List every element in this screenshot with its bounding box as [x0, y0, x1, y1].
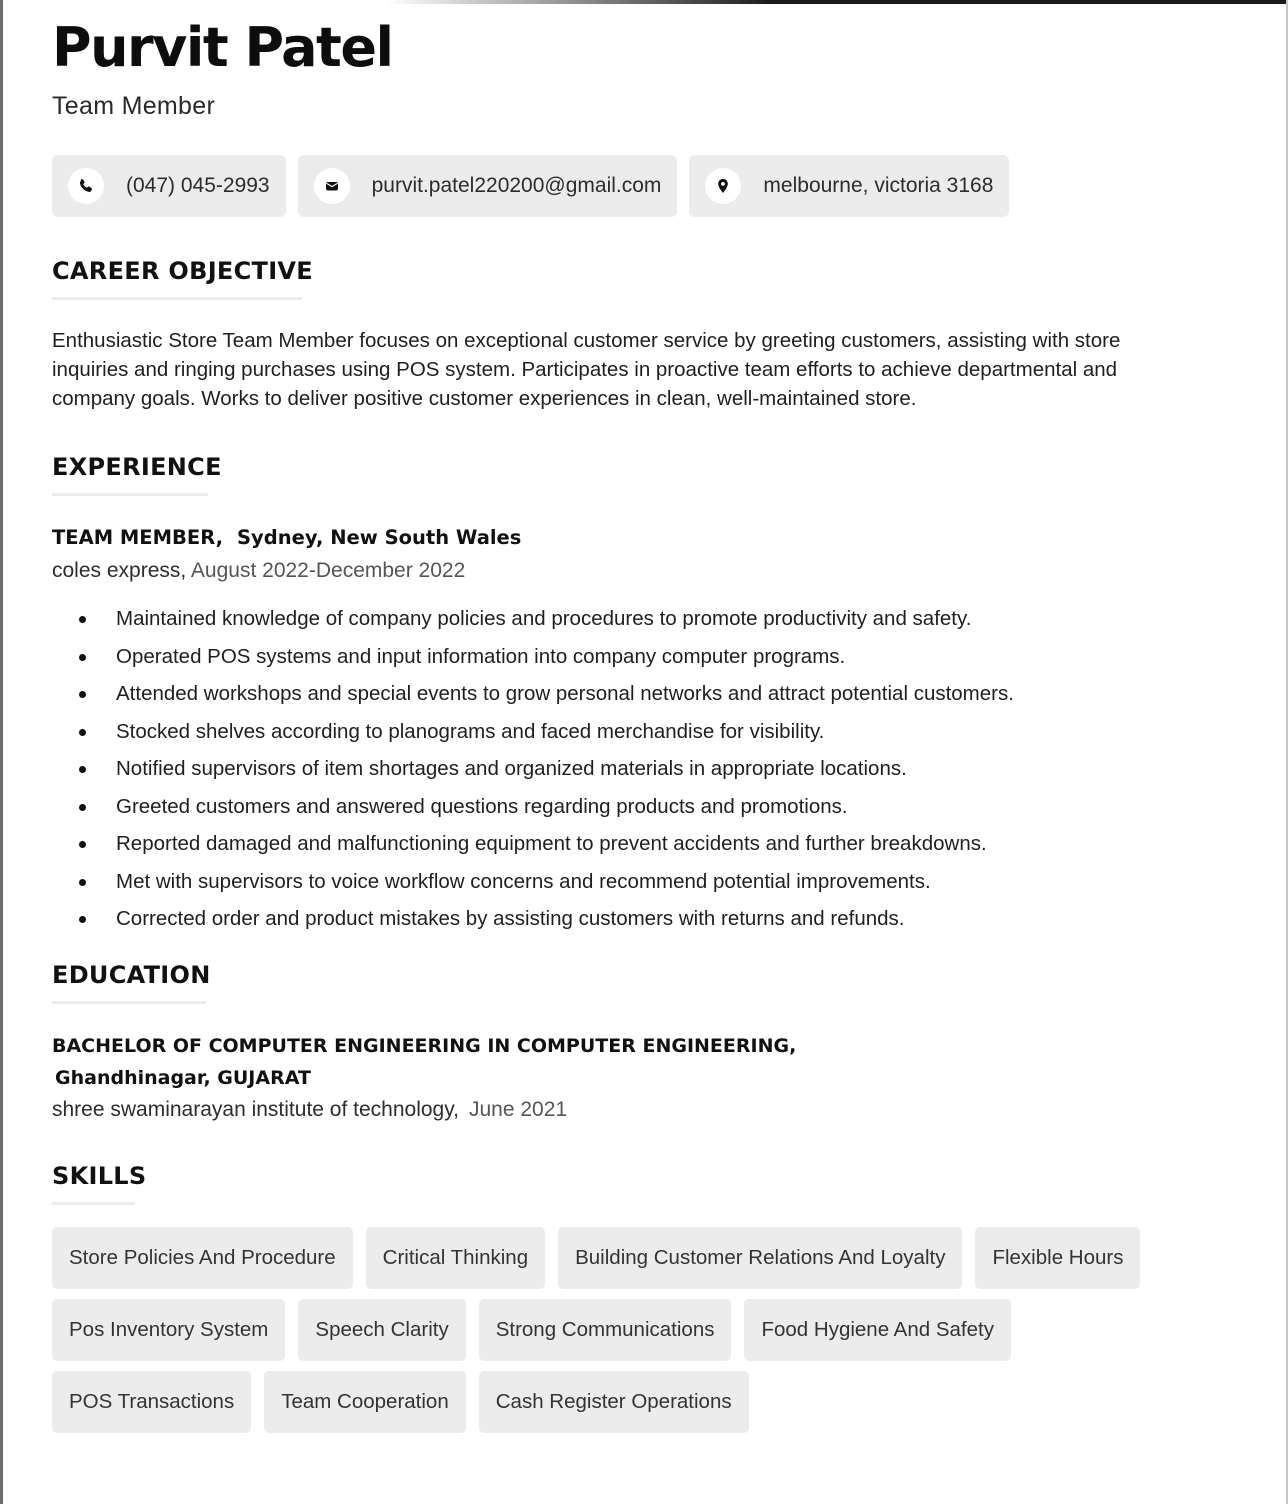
- section-heading: CAREER OBJECTIVE: [52, 257, 313, 285]
- objective-text: Enthusiastic Store Team Member focuses on exceptional customer service by greeting customers, assisting with store inquiries and ringing purchases using POS system. Participates in proactive team efforts to achieve departmental and company goals. Works to deliver positive customer experiences in clean, well-maintained store.: [52, 329, 1121, 410]
- education-subheading: [52, 1098, 1232, 1122]
- phone-icon: [68, 168, 104, 204]
- job-location: Sydney, New South Wales: [237, 526, 522, 549]
- skill-tag: Cash Register Operations: [479, 1371, 749, 1433]
- skill-tag: Store Policies And Procedure: [52, 1227, 353, 1289]
- education-date: June 2021: [469, 1097, 568, 1121]
- career-objective-section: [52, 257, 1232, 413]
- skill-tag: Critical Thinking: [366, 1227, 545, 1289]
- education-school: shree swaminarayan institute of technology,: [52, 1097, 459, 1121]
- skill-tag: Food Hygiene And Safety: [744, 1299, 1011, 1361]
- skill-tag: Flexible Hours: [975, 1227, 1140, 1289]
- list-item: Stocked shelves according to planograms and faced merchandise for visibility.: [52, 718, 1232, 756]
- education-section: [52, 961, 1232, 1122]
- location-pin-icon: [705, 168, 741, 204]
- skill-tag: Team Cooperation: [264, 1371, 466, 1433]
- list-item: Operated POS systems and input information into company computer programs.: [52, 643, 1232, 681]
- page-top-border: [0, 0, 1288, 4]
- envelope-icon: [314, 168, 350, 204]
- candidate-name: Purvit Patel: [52, 16, 393, 79]
- skill-tag: Building Customer Relations And Loyalty: [558, 1227, 962, 1289]
- section-divider: [52, 1202, 135, 1205]
- section-divider: [52, 1001, 206, 1004]
- contact-location[interactable]: [689, 155, 1009, 217]
- job-subheading: [52, 559, 1232, 583]
- education-location: Ghandhinagar, GUJARAT: [55, 1066, 311, 1089]
- section-heading: SKILLS: [52, 1161, 147, 1190]
- job-bullets: [52, 605, 1232, 943]
- location-text: melbourne, victoria 3168: [763, 174, 994, 197]
- skill-tag: POS Transactions: [52, 1371, 251, 1433]
- skill-tag: Pos Inventory System: [52, 1299, 285, 1361]
- education-degree: BACHELOR OF COMPUTER ENGINEERING IN COMPUTER ENGINEERING,: [52, 1034, 797, 1057]
- list-item: Notified supervisors of item shortages and organized materials in appropriate locations.: [52, 755, 1232, 793]
- skills-list: [52, 1227, 1212, 1433]
- contact-email[interactable]: [298, 155, 678, 217]
- resume-page: [52, 14, 1232, 1433]
- experience-section: [52, 453, 1232, 943]
- phone-number: (047) 045-2993: [126, 174, 270, 197]
- list-item: Maintained knowledge of company policies and procedures to promote productivity and safety.: [52, 605, 1232, 643]
- list-item: Corrected order and product mistakes by assisting customers with returns and refunds.: [52, 905, 1232, 943]
- list-item: Attended workshops and special events to grow personal networks and attract potential customers.: [52, 680, 1232, 718]
- skill-tag: Speech Clarity: [298, 1299, 465, 1361]
- list-item: Met with supervisors to voice workflow concerns and recommend potential improvements.: [52, 868, 1232, 906]
- contact-phone[interactable]: [52, 155, 286, 217]
- list-item: Greeted customers and answered questions regarding products and promotions.: [52, 793, 1232, 831]
- contact-list: [52, 155, 1232, 217]
- skills-section: [52, 1162, 1232, 1433]
- job-heading: [52, 526, 1232, 549]
- job-dates: August 2022-December 2022: [190, 559, 466, 582]
- section-divider: [52, 297, 302, 300]
- email-address: purvit.patel220200@gmail.com: [371, 174, 662, 197]
- candidate-title: Team Member: [52, 92, 216, 120]
- skill-tag: Strong Communications: [479, 1299, 732, 1361]
- list-item: Reported damaged and malfunctioning equipment to prevent accidents and further breakdowns.: [52, 830, 1232, 868]
- education-heading: [52, 1030, 1232, 1094]
- job-company: coles express,: [52, 559, 187, 582]
- section-heading: EDUCATION: [52, 960, 211, 989]
- section-divider: [52, 493, 208, 496]
- section-heading: EXPERIENCE: [52, 453, 222, 481]
- job-role: TEAM MEMBER,: [52, 526, 224, 549]
- page-left-border: [0, 0, 3, 1504]
